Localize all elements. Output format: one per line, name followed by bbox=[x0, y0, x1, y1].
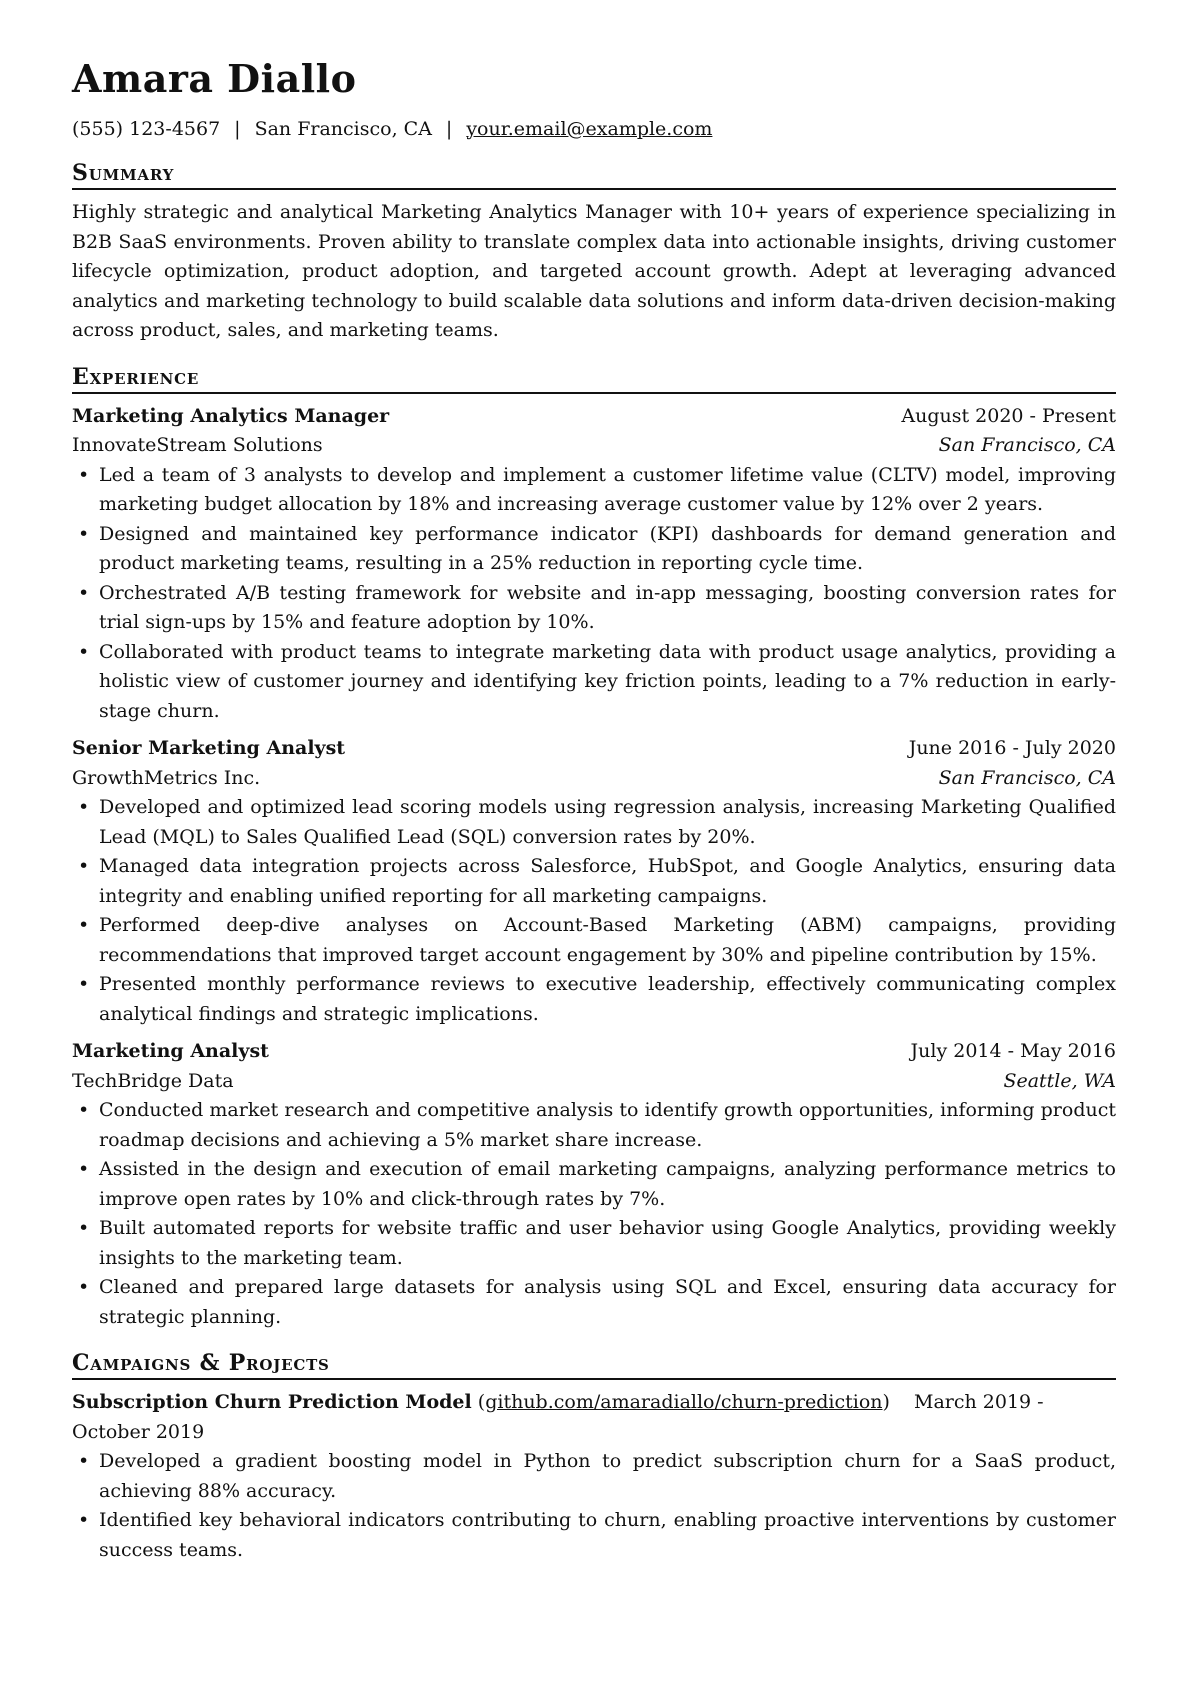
job-bullets bbox=[72, 461, 1116, 727]
contact-location: San Francisco, CA bbox=[254, 117, 432, 140]
candidate-name: Amara Diallo bbox=[72, 56, 357, 101]
bullet-icon: • bbox=[78, 914, 90, 937]
job-bullets bbox=[72, 1096, 1116, 1332]
job-location: San Francisco, CA bbox=[938, 766, 1116, 789]
bullet-text: Orchestrated A/B testing framework for website and in-app messaging, boosting conversion rates for trial sign-ups by 15% and feature adoption by 10%. bbox=[99, 581, 1116, 634]
bullet-item bbox=[72, 793, 1116, 852]
project-link[interactable]: github.com/amaradiallo/churn-prediction bbox=[485, 1391, 883, 1414]
bullet-item bbox=[72, 970, 1116, 1029]
summary-text: Highly strategic and analytical Marketing Analytics Manager with 10+ years of experience specializing in B2B SaaS environments. Proven ability to translate complex data into actionable insights, driving customer lifecycle optimization, product adoption, and targeted account growth. Adept at leveraging advanced analytics and marketing technology to build scalable data solutions and inform data-driven decision-making across product, sales, and marketing teams. bbox=[72, 201, 1116, 342]
bullet-text: Led a team of 3 analysts to develop and implement a customer lifetime value (CLTV) model, improving marketing budget allocation by 18% and increasing average customer value by 12% over 2 years. bbox=[99, 463, 1116, 516]
bullet-icon: • bbox=[78, 796, 90, 819]
bullet-text: Built automated reports for website traffic and user behavior using Google Analytics, providing weekly insights to the marketing team. bbox=[99, 1217, 1116, 1269]
job-entry bbox=[72, 1037, 1116, 1332]
bullet-icon: • bbox=[78, 640, 90, 663]
job-title: Marketing Analytics Manager bbox=[72, 404, 390, 427]
bullet-item bbox=[72, 461, 1116, 520]
bullet-icon: • bbox=[78, 855, 90, 878]
bullet-text: Developed a gradient boosting model in Python to predict subscription churn for a SaaS product, achieving 88% accuracy. bbox=[99, 1450, 1116, 1502]
project-link-open: ( bbox=[477, 1391, 486, 1414]
bullet-text: Performed deep-dive analyses on Account-Based Marketing (ABM) campaigns, providing recommendations that improved target account engagement by 30% and pipeline contribution by 15%. bbox=[99, 914, 1116, 966]
project-header bbox=[72, 1388, 1116, 1447]
bullet-item bbox=[72, 1155, 1116, 1214]
bullet-text: Conducted market research and competitive analysis to identify growth opportunities, informing product roadmap decisions and achieving a 5% market share increase. bbox=[99, 1099, 1116, 1151]
job-entry bbox=[72, 734, 1116, 1029]
experience-section bbox=[72, 364, 1116, 1333]
bullet-text: Presented monthly performance reviews to executive leadership, effectively communicating complex analytical findings and strategic implications. bbox=[99, 973, 1116, 1025]
bullet-text: Identified key behavioral indicators contributing to churn, enabling proactive interventions by customer success teams. bbox=[99, 1509, 1116, 1561]
contact-line bbox=[72, 116, 1116, 143]
resume-page bbox=[72, 56, 1116, 1565]
bullet-icon: • bbox=[78, 581, 90, 604]
job-location: San Francisco, CA bbox=[938, 434, 1116, 457]
bullet-item bbox=[72, 1096, 1116, 1155]
projects-section bbox=[72, 1350, 1116, 1565]
job-dates: July 2014 - May 2016 bbox=[910, 1040, 1116, 1063]
project-link-close: ) bbox=[882, 1391, 890, 1414]
bullet-icon: • bbox=[78, 1276, 90, 1299]
job-title: Marketing Analyst bbox=[72, 1040, 269, 1063]
project-dates: March 2019 - October 2019 bbox=[72, 1391, 1044, 1443]
bullet-text: Cleaned and prepared large datasets for analysis using SQL and Excel, ensuring data accuracy for strategic planning. bbox=[99, 1276, 1116, 1328]
bullet-icon: • bbox=[78, 463, 90, 486]
bullet-icon: • bbox=[78, 522, 90, 545]
job-entry bbox=[72, 402, 1116, 727]
bullet-item bbox=[72, 911, 1116, 970]
bullet-icon: • bbox=[78, 1450, 90, 1473]
bullet-item bbox=[72, 1214, 1116, 1273]
bullet-text: Designed and maintained key performance indicator (KPI) dashboards for demand generation and product marketing teams, resulting in a 25% reduction in reporting cycle time. bbox=[99, 522, 1116, 575]
bullet-item bbox=[72, 520, 1116, 579]
bullet-item bbox=[72, 852, 1116, 911]
contact-separator: | bbox=[234, 117, 241, 140]
bullet-text: Developed and optimized lead scoring models using regression analysis, increasing Marketing Qualified Lead (MQL) to Sales Qualified Lead (SQL) conversion rates by 20%. bbox=[99, 796, 1116, 848]
bullet-icon: • bbox=[78, 973, 90, 996]
bullet-item bbox=[72, 1273, 1116, 1332]
phone-number: (555) 123-4567 bbox=[72, 117, 221, 140]
bullet-text: Assisted in the design and execution of email marketing campaigns, analyzing performance metrics to improve open rates by 10% and click-through rates by 7%. bbox=[99, 1158, 1116, 1210]
section-title-summary: Summary bbox=[72, 160, 1116, 190]
email-link[interactable]: your.email@example.com bbox=[466, 117, 713, 140]
bullet-text: Managed data integration projects across Salesforce, HubSpot, and Google Analytics, ensuring data integrity and enabling unified reporting for all marketing campaigns. bbox=[99, 855, 1116, 907]
company-name: InnovateStream Solutions bbox=[72, 434, 323, 457]
contact-separator: | bbox=[445, 117, 453, 140]
job-dates: June 2016 - July 2020 bbox=[908, 737, 1116, 760]
job-dates: August 2020 - Present bbox=[901, 404, 1116, 427]
bullet-icon: • bbox=[78, 1509, 90, 1532]
section-title-projects: Campaigns & Projects bbox=[72, 1350, 1116, 1380]
project-entry bbox=[72, 1388, 1116, 1565]
bullet-icon: • bbox=[78, 1217, 90, 1240]
job-bullets bbox=[72, 793, 1116, 1029]
bullet-icon: • bbox=[78, 1158, 90, 1181]
bullet-item bbox=[72, 1506, 1116, 1565]
bullet-text: Collaborated with product teams to integrate marketing data with product usage analytics, providing a holistic view of customer journey and identifying key friction points, leading to a 7% reduction in early-stage churn. bbox=[99, 640, 1116, 722]
company-name: GrowthMetrics Inc. bbox=[72, 766, 261, 789]
bullet-icon: • bbox=[78, 1099, 90, 1122]
job-title: Senior Marketing Analyst bbox=[72, 737, 346, 760]
project-bullets bbox=[72, 1447, 1116, 1565]
summary-section bbox=[72, 160, 1116, 346]
section-title-experience: Experience bbox=[72, 364, 1116, 394]
job-location: Seattle, WA bbox=[1003, 1069, 1116, 1092]
bullet-item bbox=[72, 1447, 1116, 1506]
bullet-item bbox=[72, 579, 1116, 638]
company-name: TechBridge Data bbox=[72, 1069, 234, 1092]
bullet-item bbox=[72, 638, 1116, 727]
project-title: Subscription Churn Prediction Model bbox=[72, 1391, 472, 1414]
